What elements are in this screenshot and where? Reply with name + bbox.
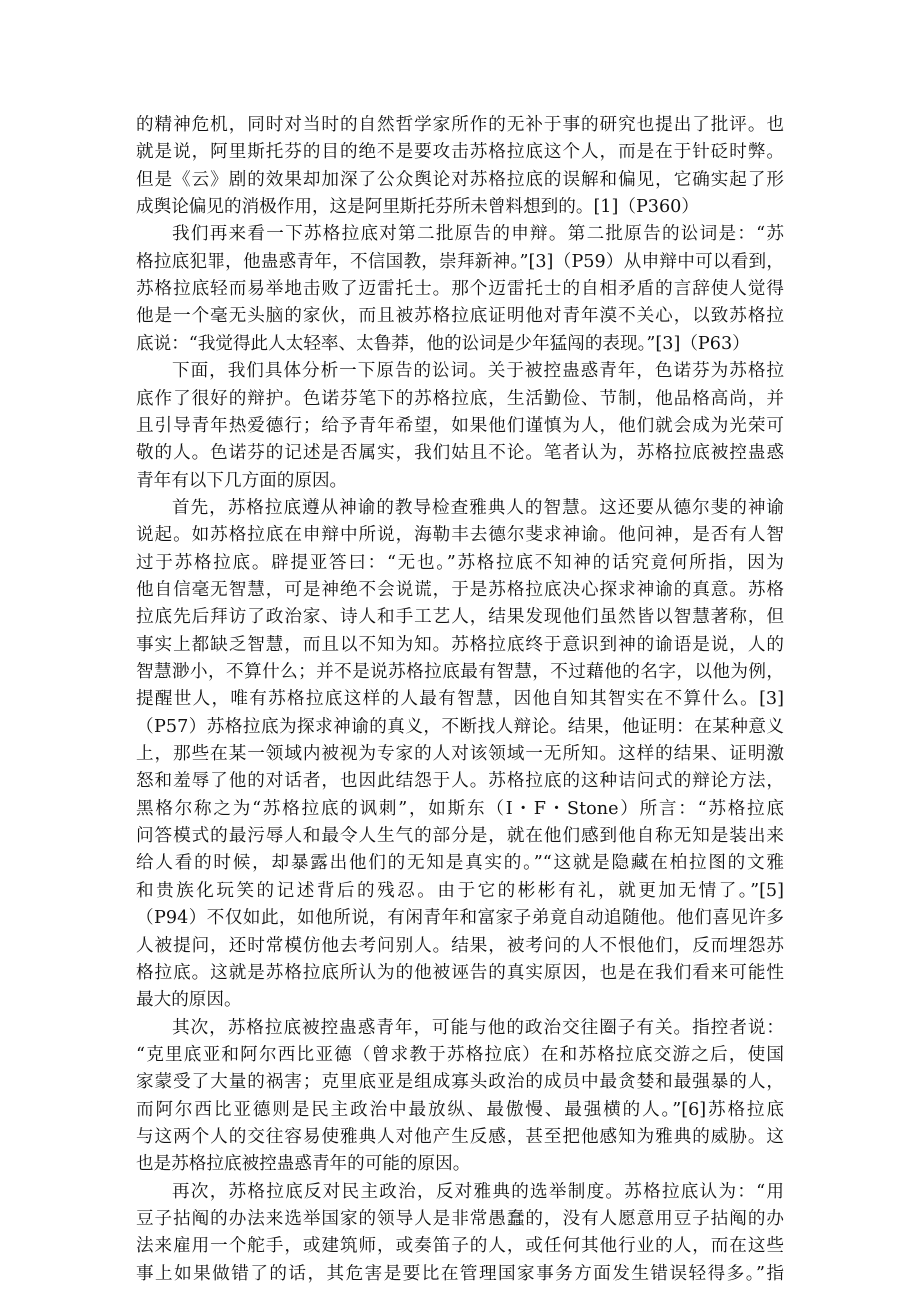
text-line: 其次，苏格拉底被控蛊惑青年，可能与他的政治交往圈子有关。指控者说： <box>172 1017 784 1038</box>
text-line: 但是《云》剧的效果却加深了公众舆论对苏格拉底的误解和偏见，它确实起了形 <box>136 169 784 190</box>
text-line: 事实上都缺乏智慧，而且以不知为知。苏格拉底终于意识到神的谕语是说，人的 <box>136 634 784 655</box>
text-line: 怒和羞辱了他的对话者，也因此结怨于人。苏格拉底的这种诘问式的辩论方法， <box>136 771 784 792</box>
text-line: 而阿尔西比亚德则是民主政治中最放纵、最傲慢、最强横的人。”[6]苏格拉底 <box>136 1099 784 1120</box>
text-line: 他自信毫无智慧，可是神绝不会说谎，于是苏格拉底决心探求神谕的真意。苏格 <box>136 579 784 600</box>
text-line: 格拉底犯罪，他蛊惑青年，不信国教，崇拜新神。”[3]（P59）从申辩中可以看到， <box>136 251 784 272</box>
text-line: 最大的原因。 <box>136 990 242 1011</box>
text-line: 家蒙受了大量的祸害；克里底亚是组成寡头政治的成员中最贪婪和最强暴的人， <box>136 1072 784 1093</box>
text-line: 法来雇用一个舵手，或建筑师，或奏笛子的人，或任何其他行业的人，而在这些 <box>136 1236 784 1257</box>
text-line: 的精神危机，同时对当时的自然哲学家所作的无补于事的研究也提出了批评。也 <box>136 115 784 135</box>
text-line: “克里底亚和阿尔西比亚德（曾求教于苏格拉底）在和苏格拉底交游之后，使国 <box>136 1044 784 1065</box>
text-line: 黑格尔称之为“苏格拉底的讽刺”，如斯东（I・F・Stone）所言：“苏格拉底 <box>136 798 784 819</box>
text-line: 敬的人。色诺芬的记述是否属实，我们姑且不论。笔者认为，苏格拉底被控蛊惑 <box>136 443 784 464</box>
text-line: 提醒世人，唯有苏格拉底这样的人最有智慧，因他自知其智实在不算什么。[3] <box>136 689 784 710</box>
text-line: 豆子拈阄的办法来选举国家的领导人是非常愚蠢的，没有人愿意用豆子拈阄的办 <box>136 1209 784 1229</box>
text-line: 也是苏格拉底被控蛊惑青年的可能的原因。 <box>136 1154 471 1175</box>
text-line: 给人看的时候，却暴露出他们的无知是真实的。”“这就是隐藏在柏拉图的文雅 <box>136 853 784 874</box>
text-line: 智慧渺小，不算什么；并不是说苏格拉底最有智慧，不过藉他的名字，以他为例， <box>136 662 784 682</box>
text-line: 过于苏格拉底。辟提亚答曰：“无也。”苏格拉底不知神的话究竟何所指，因为 <box>136 552 784 573</box>
text-line: 就是说，阿里斯托芬的目的绝不是要攻击苏格拉底这个人，而是在于针砭时弊。 <box>136 142 784 163</box>
text-line: 青年有以下几方面的原因。 <box>136 470 348 491</box>
text-line: 人被提问，还时常模仿他去考问别人。结果，被考问的人不恨他们，反而埋怨苏 <box>136 935 784 956</box>
text-line: 与这两个人的交往容易使雅典人对他产生反感，甚至把他感知为雅典的威胁。这 <box>136 1126 784 1147</box>
text-line: 他是一个毫无头脑的家伙，而且被苏格拉底证明他对青年漠不关心，以致苏格拉 <box>136 306 784 327</box>
text-line: 拉底先后拜访了政治家、诗人和手工艺人，结果发现他们虽然皆以智慧著称，但 <box>136 607 784 628</box>
text-line: 我们再来看一下苏格拉底对第二批原告的申辩。第二批原告的讼词是：“苏 <box>172 224 784 245</box>
text-line: 首先，苏格拉底遵从神谕的教导检查雅典人的智慧。这还要从德尔斐的神谕 <box>172 497 784 518</box>
text-line: 和贵族化玩笑的记述背后的残忍。由于它的彬彬有礼，就更加无情了。”[5] <box>136 880 784 901</box>
text-line: 苏格拉底轻而易举地击败了迈雷托士。那个迈雷托士的自相矛盾的言辞使人觉得 <box>136 279 784 300</box>
text-line: （P57）苏格拉底为探求神谕的真义，不断找人辩论。结果，他证明：在某种意义 <box>136 716 784 737</box>
text-line: 且引导青年热爱德行；给予青年希望，如果他们谨慎为人，他们就会成为光荣可 <box>136 415 784 436</box>
text-line: 事上如果做错了的话，其危害是要比在管理国家事务方面发生错误轻得多。”指 <box>136 1263 784 1284</box>
text-line: 底说：“我觉得此人太轻率、太鲁莽，他的讼词是少年猛闯的表现。”[3]（P63） <box>136 333 750 354</box>
text-line: 成舆论偏见的消极作用，这是阿里斯托芬所未曾料想到的。[1]（P360） <box>136 197 699 218</box>
text-line: 问答模式的最污辱人和最令人生气的部分是，就在他们感到他自称无知是装出来 <box>136 826 784 847</box>
text-line: （P94）不仅如此，如他所说，有闲青年和富家子弟竟自动追随他。他们喜见许多 <box>136 908 784 929</box>
text-line: 上，那些在某一领域内被视为专家的人对该领域一无所知。这样的结果、证明激 <box>136 744 784 765</box>
text-line: 格拉底。这就是苏格拉底所认为的他被诬告的真实原因，也是在我们看来可能性 <box>136 962 784 983</box>
text-line: 再次，苏格拉底反对民主政治，反对雅典的选举制度。苏格拉底认为：“用 <box>172 1181 784 1202</box>
text-line: 下面，我们具体分析一下原告的讼词。关于被控蛊惑青年，色诺芬为苏格拉 <box>172 361 784 382</box>
text-line: 说起。如苏格拉底在申辩中所说，海勒丰去德尔斐求神谕。他问神，是否有人智 <box>136 525 784 546</box>
text-line: 底作了很好的辩护。色诺芬笔下的苏格拉底，生活勤俭、节制，他品格高尚，并 <box>136 388 784 409</box>
